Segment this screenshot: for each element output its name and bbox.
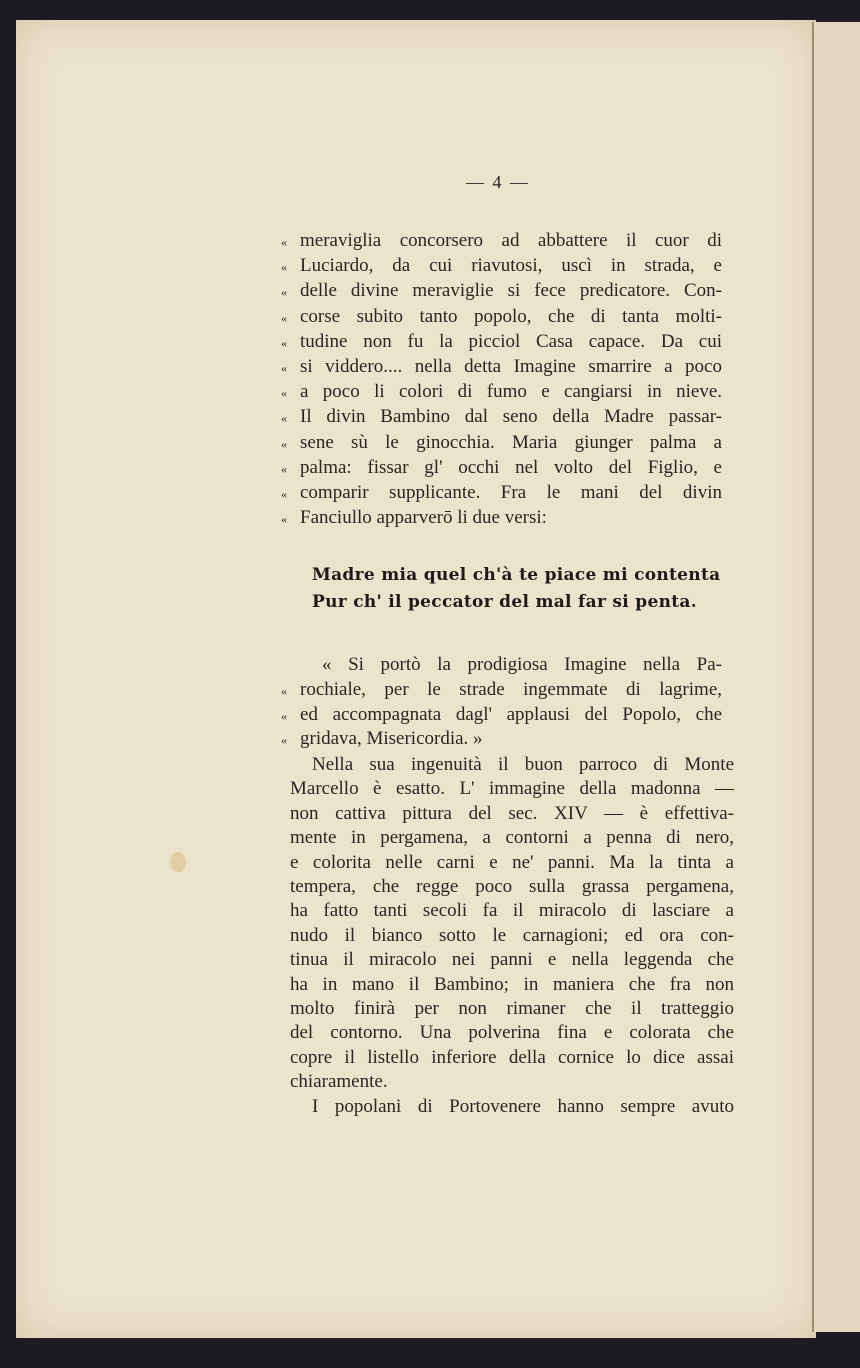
- body-line: [290, 972, 734, 997]
- page-number: — 4 —: [466, 172, 530, 192]
- line-text: del contorno. Una polverina fina e colorata che: [290, 1022, 734, 1044]
- quoted-line: [281, 480, 722, 505]
- line-text: chiaramente.: [290, 1071, 388, 1093]
- line-text: « Si portò la prodigiosa Imagine nella Pa-: [322, 654, 722, 675]
- next-page-edge: [812, 22, 860, 1332]
- line-text: ha in mano il Bambino; in maniera che fra non: [290, 973, 734, 995]
- body-line: [290, 801, 734, 826]
- line-text: tempera, che regge poco sulla grassa pergamena,: [290, 876, 734, 897]
- quoted-line: [281, 253, 722, 278]
- quoted-line: [281, 702, 722, 727]
- body-line: [290, 996, 734, 1021]
- quote-mark: «: [281, 461, 287, 476]
- line-text: ha fatto tanti secoli fa il miracolo di lasciare a: [290, 900, 734, 922]
- body-line: [290, 776, 734, 801]
- quote-mark: «: [281, 335, 287, 350]
- body-line: [290, 1094, 734, 1119]
- body-line: [290, 1045, 734, 1070]
- line-text: si viddero.... nella detta Imagine smarrire a poco: [300, 356, 722, 377]
- line-text: copre il listello inferiore della cornice lo dice assai: [290, 1046, 734, 1068]
- quote-mark: «: [281, 436, 287, 451]
- quote-mark: «: [281, 683, 287, 698]
- quoted-line: [281, 505, 722, 530]
- line-text: delle divine meraviglie si fece predicatore. Con-: [300, 280, 722, 302]
- body-line: [290, 1020, 734, 1045]
- line-text: nudo il bianco sotto le carnagioni; ed ora con-: [290, 924, 734, 946]
- quoted-line: [281, 228, 722, 253]
- quote-mark: «: [281, 361, 287, 375]
- line-text: comparir supplicante. Fra le mani del divin: [300, 482, 722, 503]
- quoted-line: [281, 677, 722, 702]
- quote-mark: «: [281, 411, 287, 426]
- quoted-line: [281, 379, 722, 404]
- line-text: ed accompagnata dagl' applausi del Popolo, che: [300, 703, 722, 725]
- line-text: corse subito tanto popolo, che di tanta molti-: [300, 305, 722, 327]
- quoted-line: [281, 430, 722, 455]
- body-line: [290, 850, 734, 875]
- line-text: I popolani di Portovenere hanno sempre avuto: [312, 1095, 734, 1117]
- line-text: rochiale, per le strade ingemmate di lagrime,: [300, 678, 722, 700]
- quote-mark: «: [281, 708, 287, 723]
- body-line: [290, 825, 734, 850]
- body-line: [290, 947, 734, 972]
- quoted-line: [281, 278, 722, 303]
- line-text: Nella sua ingenuità il buon parroco di Monte: [312, 754, 734, 775]
- line-text: non cattiva pittura del sec. XIV — è effettiva-: [290, 802, 734, 824]
- quote-mark: «: [281, 260, 287, 275]
- quote-mark: «: [281, 733, 287, 748]
- line-text: e colorita nelle carni e ne' panni. Ma la tinta a: [290, 851, 734, 873]
- paper-stain: [170, 852, 186, 872]
- line-text: mente in pergamena, a contorni a penna di nero,: [290, 827, 734, 849]
- gothic-verse: Pur ch' il peccator del mal far si penta.: [312, 592, 697, 612]
- gothic-verse: Madre mia quel ch'à te piace mi contenta: [312, 565, 721, 585]
- line-text: Fanciullo apparverō li due versi:: [300, 507, 547, 529]
- line-text: gridava, Misericordia. »: [300, 728, 483, 750]
- quoted-line: [281, 726, 722, 751]
- quoted-line: [281, 329, 722, 354]
- body-line: [290, 923, 734, 948]
- body-line: [290, 898, 734, 923]
- quoted-line: [281, 354, 722, 379]
- quote-mark: «: [281, 285, 287, 300]
- quoted-line: [281, 455, 722, 480]
- quoted-line: [281, 304, 722, 329]
- quote-mark: «: [281, 386, 287, 401]
- quoted-line: [300, 652, 722, 677]
- line-text: molto finirà per non rimaner che il tratteggio: [290, 998, 734, 1019]
- body-line: [290, 1069, 734, 1094]
- body-line: [290, 752, 734, 777]
- line-text: sene sù le ginocchia. Maria giunger palma a: [300, 431, 722, 453]
- line-text: meraviglia concorsero ad abbattere il cuor di: [300, 230, 722, 251]
- line-text: Luciardo, da cui riavutosi, uscì in strada, e: [300, 255, 722, 277]
- quote-mark: «: [281, 235, 287, 249]
- line-text: Marcello è esatto. L' immagine della madonna —: [290, 778, 734, 800]
- quote-mark: «: [281, 512, 287, 527]
- line-text: tinua il miracolo nei panni e nella leggenda che: [290, 949, 734, 971]
- quote-mark: «: [281, 310, 287, 325]
- line-text: tudine non fu la picciol Casa capace. Da cui: [300, 330, 722, 352]
- quoted-line: [281, 404, 722, 429]
- quote-mark: «: [281, 487, 287, 501]
- body-line: [290, 874, 734, 899]
- line-text: a poco li colori di fumo e cangiarsi in nieve.: [300, 381, 722, 403]
- line-text: palma: fissar gl' occhi nel volto del Figlio, e: [300, 456, 722, 478]
- line-text: Il divin Bambino dal seno della Madre passar-: [300, 406, 722, 428]
